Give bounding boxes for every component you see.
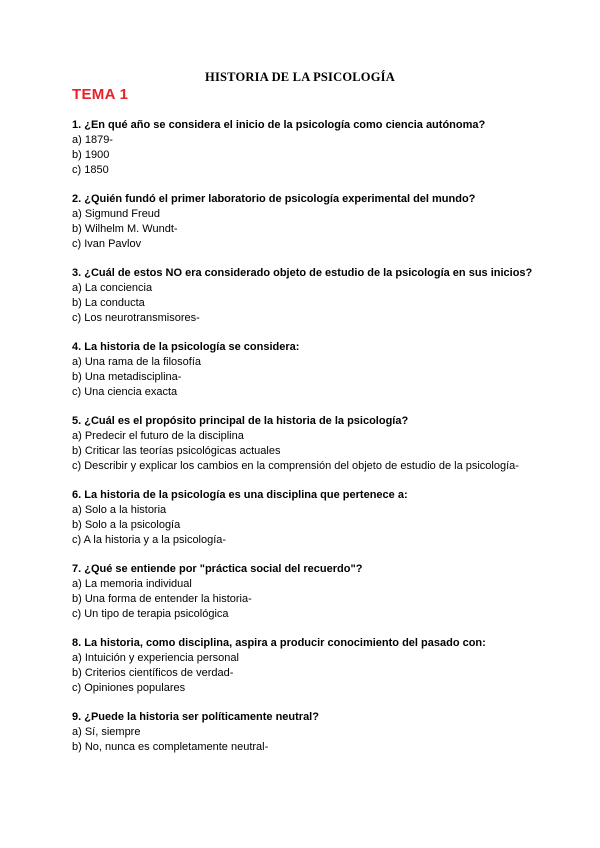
question-3 bbox=[72, 266, 542, 326]
answer-option: b) Solo a la psicología bbox=[72, 519, 181, 531]
answer-option: c) Describir y explicar los cambios en la comprensión del objeto de estudio de la psicología- bbox=[72, 460, 519, 472]
question-9 bbox=[72, 710, 542, 755]
answer-option: c) Un tipo de terapia psicológica bbox=[72, 608, 229, 620]
answer-option: a) 1879- bbox=[72, 134, 113, 146]
question-8 bbox=[72, 636, 542, 696]
section-heading: TEMA 1 bbox=[72, 86, 129, 103]
answer-options bbox=[72, 503, 542, 548]
answer-options bbox=[72, 577, 542, 622]
question-text: 9. ¿Puede la historia ser políticamente neutral? bbox=[72, 711, 319, 723]
question-text: 3. ¿Cuál de estos NO era considerado objeto de estudio de la psicología en sus inicios? bbox=[72, 267, 533, 279]
answer-option: a) Sí, siempre bbox=[72, 726, 141, 738]
answer-option: b) Una forma de entender la historia- bbox=[72, 593, 252, 605]
document-title: HISTORIA DE LA PSICOLOGÍA bbox=[205, 70, 395, 84]
answer-option: c) Una ciencia exacta bbox=[72, 386, 178, 398]
answer-options bbox=[72, 725, 542, 755]
question-text: 5. ¿Cuál es el propósito principal de la historia de la psicología? bbox=[72, 415, 409, 427]
answer-option: b) No, nunca es completamente neutral- bbox=[72, 741, 269, 753]
question-6 bbox=[72, 488, 542, 548]
question-text: 4. La historia de la psicología se considera: bbox=[72, 341, 300, 353]
answer-option: c) A la historia y a la psicología- bbox=[72, 534, 227, 546]
answer-options bbox=[72, 281, 542, 326]
question-5 bbox=[72, 414, 542, 474]
answer-option: a) Intuición y experiencia personal bbox=[72, 652, 239, 664]
answer-option: a) La memoria individual bbox=[72, 578, 192, 590]
answer-option: c) 1850 bbox=[72, 164, 109, 176]
answer-option: a) Sigmund Freud bbox=[72, 208, 161, 220]
answer-option: c) Ivan Pavlov bbox=[72, 238, 142, 250]
question-text: 1. ¿En qué año se considera el inicio de la psicología como ciencia autónoma? bbox=[72, 119, 486, 131]
answer-options bbox=[72, 207, 542, 252]
answer-option: b) Criterios científicos de verdad- bbox=[72, 667, 234, 679]
answer-options bbox=[72, 133, 542, 178]
question-text: 6. La historia de la psicología es una disciplina que pertenece a: bbox=[72, 489, 408, 501]
answer-option: a) Solo a la historia bbox=[72, 504, 167, 516]
question-text: 7. ¿Qué se entiende por "práctica social del recuerdo"? bbox=[72, 563, 363, 575]
answer-option: c) Opiniones populares bbox=[72, 682, 186, 694]
answer-option: c) Los neurotransmisores- bbox=[72, 312, 200, 324]
question-2 bbox=[72, 192, 542, 252]
answer-option: b) Criticar las teorías psicológicas actuales bbox=[72, 445, 281, 457]
answer-option: b) Una metadisciplina- bbox=[72, 371, 182, 383]
question-1 bbox=[72, 118, 542, 178]
answer-option: a) Una rama de la filosofía bbox=[72, 356, 202, 368]
answer-options bbox=[72, 355, 542, 400]
question-4 bbox=[72, 340, 542, 400]
answer-option: b) Wilhelm M. Wundt- bbox=[72, 223, 178, 235]
answer-option: b) 1900 bbox=[72, 149, 110, 161]
question-list bbox=[72, 118, 542, 769]
question-text: 2. ¿Quién fundó el primer laboratorio de psicología experimental del mundo? bbox=[72, 193, 476, 205]
question-text: 8. La historia, como disciplina, aspira a producir conocimiento del pasado con: bbox=[72, 637, 486, 649]
answer-option: a) La conciencia bbox=[72, 282, 153, 294]
answer-options bbox=[72, 651, 542, 696]
answer-option: a) Predecir el futuro de la disciplina bbox=[72, 430, 244, 442]
answer-options bbox=[72, 429, 542, 474]
answer-option: b) La conducta bbox=[72, 297, 145, 309]
question-7 bbox=[72, 562, 542, 622]
